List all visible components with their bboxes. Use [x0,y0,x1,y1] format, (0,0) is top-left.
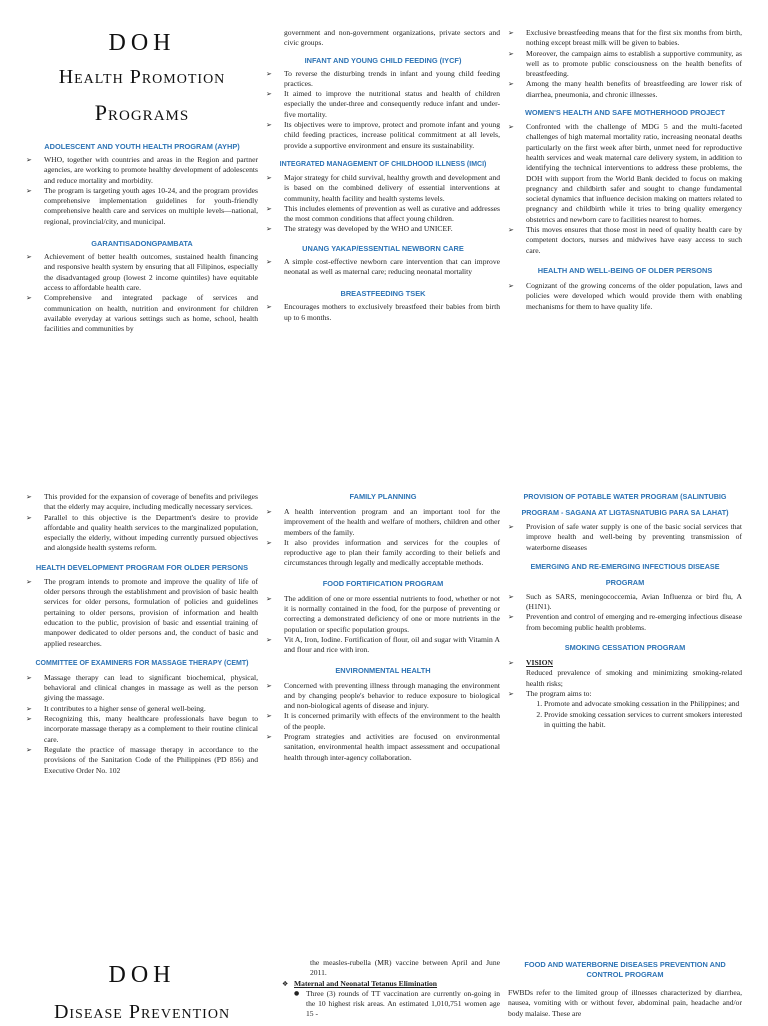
col2-intro: government and non-government organizations, private sectors and civic groups. [284,28,500,48]
list-item: ➢ It contributes to a higher sense of general well-being. [26,704,258,714]
page1-col1 [26,28,258,334]
list-item: ➢ Provision of safe water supply is one of the basic social services that improve health and well-being by preventing transmission of waterborne diseases [508,522,742,553]
cemt-heading: COMMITTEE OF EXAMINERS FOR MASSAGE THERAPY (CEMT) [35,659,249,667]
food-fortification-list [266,594,500,656]
list-item: ➢ Comprehensive and integrated package of services and communication on health, nutrition and environment for children available everyday at various settings such as home, school, health facilities and communities by [26,293,258,334]
page2-col2 [266,492,500,763]
list-item: ➢ A health intervention program and an important tool for the improvement of the health and welfare of mothers, children and other members of the family. [266,507,500,538]
list-item: ➢ A simple cost-effective newborn care intervention that can improve neonatal as well as maternal care; reducing neonatal mortality [266,257,500,278]
col3-breastfeeding-list [508,28,742,100]
list-item: ➢ Its objectives were to improve, protect and promote infant and young child feeding practices, increase political commitment at all levels, provide a supportive environment and ensure its sustainability. [266,120,500,151]
list-item: 2. Provide smoking cessation services to current smokers interested in quitting the habit. [544,710,742,731]
imci-list [266,173,500,235]
list-item: ➢ Moreover, the campaign aims to establish a supportive community, as well as to promote public consciousness on the health benefits of breastfeeding. [508,49,742,80]
imci-heading: INTEGRATED MANAGEMENT OF CHILDHOOD ILLNESS (IMCI) [279,160,487,168]
iycf-heading: INFANT AND YOUNG CHILD FEEDING (IYCF) [304,55,462,65]
smoking-cessation-heading: SMOKING CESSATION PROGRAM [564,643,686,653]
list-item: ➢ Concerned with preventing illness through managing the environment and by changing people's behavior to reduce exposure to biological and non-biological agents of disease and injury. [266,681,500,712]
page3-col3 [508,960,742,1019]
aims-label: ➢ The program aims to: [508,689,742,699]
fwbd-text: FWBDs refer to the limited group of illnesses characterized by diarrhea, nausea, vomiting with or without fever, abdominal pain, headache and/or body malaise. These are [508,988,742,1018]
ayhp-list [26,155,258,227]
breastfeeding-heading: BREASTFEEDING TSEK [340,289,426,299]
hdpop-list [26,577,258,649]
page1-col2 [266,28,500,323]
list-item: ➢ Recognizing this, many healthcare professionals have begun to incorporate massage therapy as a complement to their routine clinical care. [26,714,258,745]
list-item: ➢ Achievement of better health outcomes, sustained health financing and responsive health system by ensuring that all Filipinos, especially the disadvantaged group (lowest 2 income quintiles) have equitable access to affordable health care. [26,252,258,293]
list-item: ➢ The addition of one or more essential nutrients to food, whether or not it is normally contained in the food, for the purpose of preventing or correcting a demonstrated deficiency of one or more nutrients in the population or specific population groups. [266,594,500,635]
environmental-health-heading: ENVIRONMENTAL HEALTH [335,665,431,675]
list-item: ➢ WHO, together with countries and areas in the Region and partner agencies, are working to promote healthy development of adolescents and reduce mortality and morbidity. [26,155,258,186]
unang-yakap-heading: UNANG YAKAP/ESSENTIAL NEWBORN CARE [302,243,464,253]
womens-health-heading: WOMEN'S HEALTH AND SAFE MOTHERHOOD PROJECT [524,108,726,118]
potable-water-heading-1: PROVISION OF POTABLE WATER PROGRAM (SALINTUBIG [523,492,727,501]
list-item: ➢ Exclusive breastfeeding means that for the first six months from birth, nothing except breast milk will be given to babies. [508,28,742,49]
list-item: ➢ Such as SARS, meningococcemia, Avian Influenza or bird flu, A (H1N1). [508,592,742,613]
ayhp-heading: ADOLESCENT AND YOUTH HEALTH PROGRAM (AYHP) [44,142,240,151]
cemt-list [26,673,258,776]
page1-col3 [508,28,742,312]
garantisadong-list [26,252,258,334]
list-item: ➢ This includes elements of prevention as well as curative and addresses the most common conditions that affect young children. [266,204,500,225]
page3-col2 [266,958,500,1020]
iycf-list [266,69,500,151]
vision-label-text: VISION [526,658,554,668]
page3-col1 [26,960,258,1026]
doh-title-2: DOH [108,962,176,988]
list-item: ➢ Parallel to this objective is the Department's desire to provide affordable and quality health services to the marginalized population, especially the elderly, without impeding currently pursued objectives and alongside health systems reform. [26,513,258,554]
list-item: ➢ Vit A, Iron, Iodine. Fortification of flour, oil and sugar with Vitamin A and flour and rice with iron. [266,635,500,656]
list-item: ● Three (3) rounds of TT vaccination are currently on-going in the 10 highest risk areas. An estimated 1,010,751 women age 15 - [306,989,500,1020]
unang-yakap-list [266,257,500,278]
environmental-health-list [266,681,500,763]
mnte-item [266,979,500,989]
list-item: 1. Promote and advocate smoking cessation in the Philippines; and [544,699,742,709]
list-item: ➢ This moves ensures that those most in need of quality health care by competent doctors, nurses and midwives have easy access to such care. [508,225,742,256]
smoking-aims-list [508,689,742,699]
list-item: ➢ It is concerned primarily with effects of the environment to the health of the people. [266,711,500,732]
list-item: ➢ It aimed to improve the nutritional status and health of children especially the under-three and consequently reduce infant and under-five mortality. [266,89,500,120]
potable-water-list [508,522,742,553]
emerging-disease-heading-1: EMERGING AND RE-EMERGING INFECTIOUS DISEASE [530,561,720,571]
family-planning-list [266,507,500,569]
list-item: ➢ Cognizant of the growing concerns of the older population, laws and policies were developed which would provide them with enabling mechanisms for them to have quality life. [508,281,742,312]
vision-text: Reduced prevalence of smoking and minimizing smoking-related health risks; [526,668,742,688]
list-item: ➢ Prevention and control of emerging and re-emerging infectious disease from becoming public health problems. [508,612,742,633]
smoking-aims-numbered [508,699,742,730]
fwbd-heading: FOOD AND WATERBORNE DISEASES PREVENTION AND CONTROL PROGRAM [524,960,726,979]
measles-text: the measles-rubella (MR) vaccine between April and June 2011. [310,958,500,978]
potable-water-heading-2: PROGRAM - SAGANA AT LIGTASNATUBIG PARA SA LAHAT) [521,508,729,517]
food-fortification-heading: FOOD FORTIFICATION PROGRAM [322,578,444,588]
list-item: ➢ Regulate the practice of massage therapy in accordance to the provisions of the Sanitation Code of the Philippines (PD 856) and Executive Order No. 102 [26,745,258,776]
list-item: ➢ The strategy was developed by the WHO and UNICEF. [266,224,500,234]
list-item: ➢ Program strategies and activities are focused on environmental sanitation, environmental health impact assessment and occupational health through inter-agency collaboration. [266,732,500,763]
hdpop-heading: HEALTH DEVELOPMENT PROGRAM FOR OLDER PERSONS [35,562,249,572]
list-item: ➢ To reverse the disturbing trends in infant and young child feeding practices. [266,69,500,90]
older-benefits-list [26,492,258,554]
list-item: ➢ The program is targeting youth ages 10-24, and the program provides comprehensive implementation guidelines for youth-friendly comprehensive health care and services on multiple levels—national, regional, provincial/city, and municipal. [26,186,258,227]
smoking-vision-list [508,658,742,668]
list-item: ➢ Confronted with the challenge of MDG 5 and the multi-faceted challenges of high maternal mortality ratio, increasing neonatal deaths particularly on the first week after birth, unmet need for reproductive health services and weak maternal care delivery system, in addition to identifying the technical interventions to address these problems, the DOH with support from the World Bank decided to focus on making pregnancy and childbirth safer and sought to change fundamental societal dynamics that influence decision making on matters related to pregnancy and childbirth while it tries to bring quality emergency obstetrics and newborn care to facilities nearest to homes. [508,122,742,225]
page2-col1 [26,492,258,776]
disease-prevention-title: Disease Prevention [53,1001,231,1023]
garantisadong-heading: GARANTISADONGPAMBATA [91,239,193,249]
vision-label [508,658,742,668]
list-item: ➢ Among the many health benefits of breastfeeding are lower risk of diarrhea, pneumonia, and chronic illnesses. [508,79,742,100]
list-item: ➢ This provided for the expansion of coverage of benefits and privileges that the elderly may acquire, including medically necessary services. [26,492,258,513]
list-item: ➢ Major strategy for child survival, healthy growth and development and is based on the combined delivery of essential interventions at community, health facility and health systems levels. [266,173,500,204]
emerging-disease-list [508,592,742,633]
older-persons-heading: HEALTH AND WELL-BEING OF OLDER PERSONS [537,265,713,275]
family-planning-heading: FAMILY PLANNING [349,492,417,501]
health-promotion-title: Health Promotion [58,66,226,88]
page2-col3 [508,492,742,730]
womens-health-list [508,122,742,256]
list-item: ➢ Massage therapy can lead to significant biochemical, physical, behavioral and clinical changes in massage as well as the person giving the massage. [26,673,258,704]
doh-title: DOH [108,30,176,56]
programs-title: Programs [94,100,190,125]
breastfeeding-list [266,302,500,323]
emerging-disease-heading-2: PROGRAM [605,577,645,587]
list-item: ➢ It also provides information and services for the couples of reproductive age to plan their family according to their beliefs and circumstances through legally and medically acceptable methods. [266,538,500,569]
older-persons-list [508,281,742,312]
mnte-list [266,989,500,1020]
list-item: ➢ The program intends to promote and improve the quality of life of older persons through the establishment and provision of basic health services for older persons, formulation of policies and guidelines pertaining to older persons, provision of information and health education to the public, provision of basic and essential training of manpower dedicated to older persons and, the conduct of basic and applied researches. [26,577,258,649]
list-item: ➢ Encourages mothers to exclusively breastfeed their babies from birth up to 6 months. [266,302,500,323]
mnte-label: Maternal and Neonatal Tetanus Elimination [294,978,438,988]
